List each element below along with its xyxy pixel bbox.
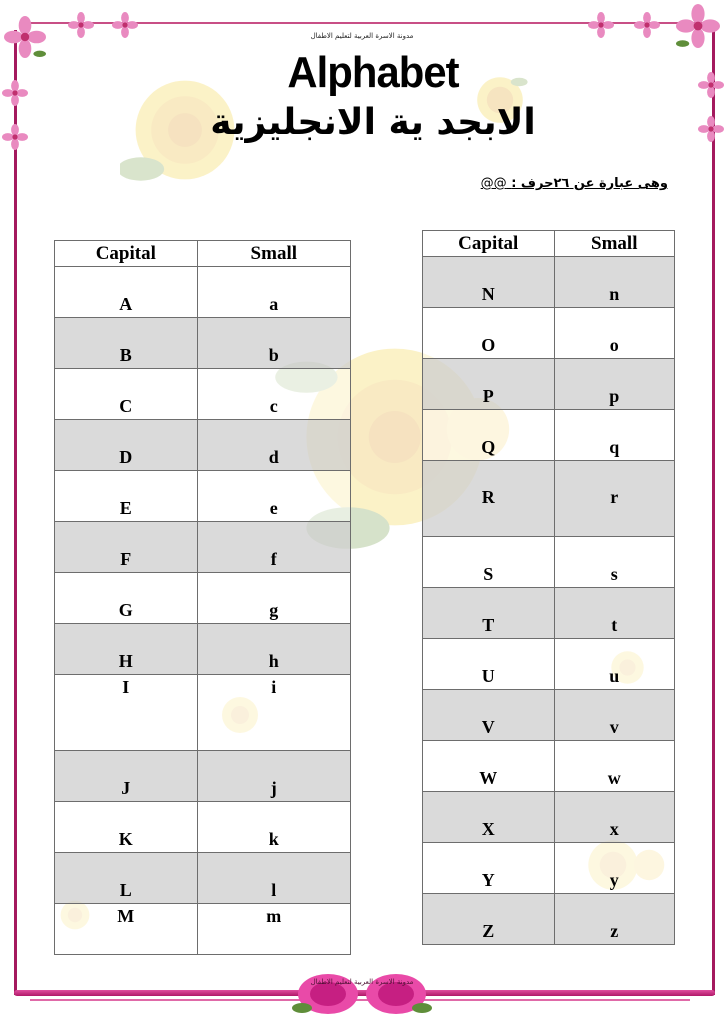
alphabet-table-left [54, 240, 351, 955]
column-header-small: Small [197, 241, 350, 267]
small-letter-cell: t [554, 588, 675, 639]
capital-letter-cell: V [423, 690, 555, 741]
capital-letter-cell: A [55, 267, 198, 318]
capital-letter-cell: I [55, 675, 198, 751]
blog-name: مدونة الاسرة العربية لتعليم الاطفال [310, 32, 414, 40]
small-letter-cell: w [554, 741, 675, 792]
capital-letter-cell: F [55, 522, 198, 573]
capital-letter-cell: Q [423, 410, 555, 461]
small-letter-cell: y [554, 843, 675, 894]
small-letter-cell: p [554, 359, 675, 410]
small-letter-cell: m [197, 904, 350, 955]
page-title-arabic: الابجد ية الانجليزية [210, 102, 536, 143]
capital-letter-cell: D [55, 420, 198, 471]
intro-prefix: @@ [480, 176, 507, 191]
small-letter-cell: o [554, 308, 675, 359]
frame-left-border [14, 30, 17, 995]
flower-icon [676, 4, 720, 48]
alphabet-table-right [422, 230, 675, 945]
capital-letter-cell: R [423, 461, 555, 537]
small-letter-cell: g [197, 573, 350, 624]
capital-letter-cell: W [423, 741, 555, 792]
small-letter-cell: q [554, 410, 675, 461]
capital-letter-cell: J [55, 751, 198, 802]
small-letter-cell: l [197, 853, 350, 904]
capital-letter-cell: T [423, 588, 555, 639]
column-header-capital: Capital [55, 241, 198, 267]
small-letter-cell: k [197, 802, 350, 853]
small-letter-cell: z [554, 894, 675, 945]
capital-letter-cell: B [55, 318, 198, 369]
capital-letter-cell: G [55, 573, 198, 624]
page-title-english: Alphabet [287, 48, 459, 97]
footer-flower-badge-icon [292, 968, 432, 1018]
frame-right-border [712, 30, 715, 995]
small-letter-cell: b [197, 318, 350, 369]
column-header-small: Small [554, 231, 675, 257]
column-header-capital: Capital [423, 231, 555, 257]
capital-letter-cell: O [423, 308, 555, 359]
capital-letter-cell: L [55, 853, 198, 904]
small-letter-cell: j [197, 751, 350, 802]
small-letter-cell: x [554, 792, 675, 843]
capital-letter-cell: U [423, 639, 555, 690]
capital-letter-cell: X [423, 792, 555, 843]
small-letter-cell: i [197, 675, 350, 751]
capital-letter-cell: Z [423, 894, 555, 945]
small-letter-cell: v [554, 690, 675, 741]
small-letter-cell: r [554, 461, 675, 537]
capital-letter-cell: H [55, 624, 198, 675]
capital-letter-cell: P [423, 359, 555, 410]
small-letter-cell: a [197, 267, 350, 318]
small-letter-cell: d [197, 420, 350, 471]
capital-letter-cell: K [55, 802, 198, 853]
small-letter-cell: u [554, 639, 675, 690]
capital-letter-cell: M [55, 904, 198, 955]
capital-letter-cell: E [55, 471, 198, 522]
capital-letter-cell: S [423, 537, 555, 588]
intro-text: وهى عبارة عن ٢٦حرف : [511, 176, 668, 191]
small-letter-cell: s [554, 537, 675, 588]
footer-blog-name: مدونة الاسرة العربية لتعليم الاطفال [310, 978, 414, 986]
small-letter-cell: e [197, 471, 350, 522]
intro-line [444, 176, 668, 191]
small-letter-cell: h [197, 624, 350, 675]
capital-letter-cell: C [55, 369, 198, 420]
small-letter-cell: n [554, 257, 675, 308]
small-letter-cell: f [197, 522, 350, 573]
small-letter-cell: c [197, 369, 350, 420]
capital-letter-cell: N [423, 257, 555, 308]
capital-letter-cell: Y [423, 843, 555, 894]
